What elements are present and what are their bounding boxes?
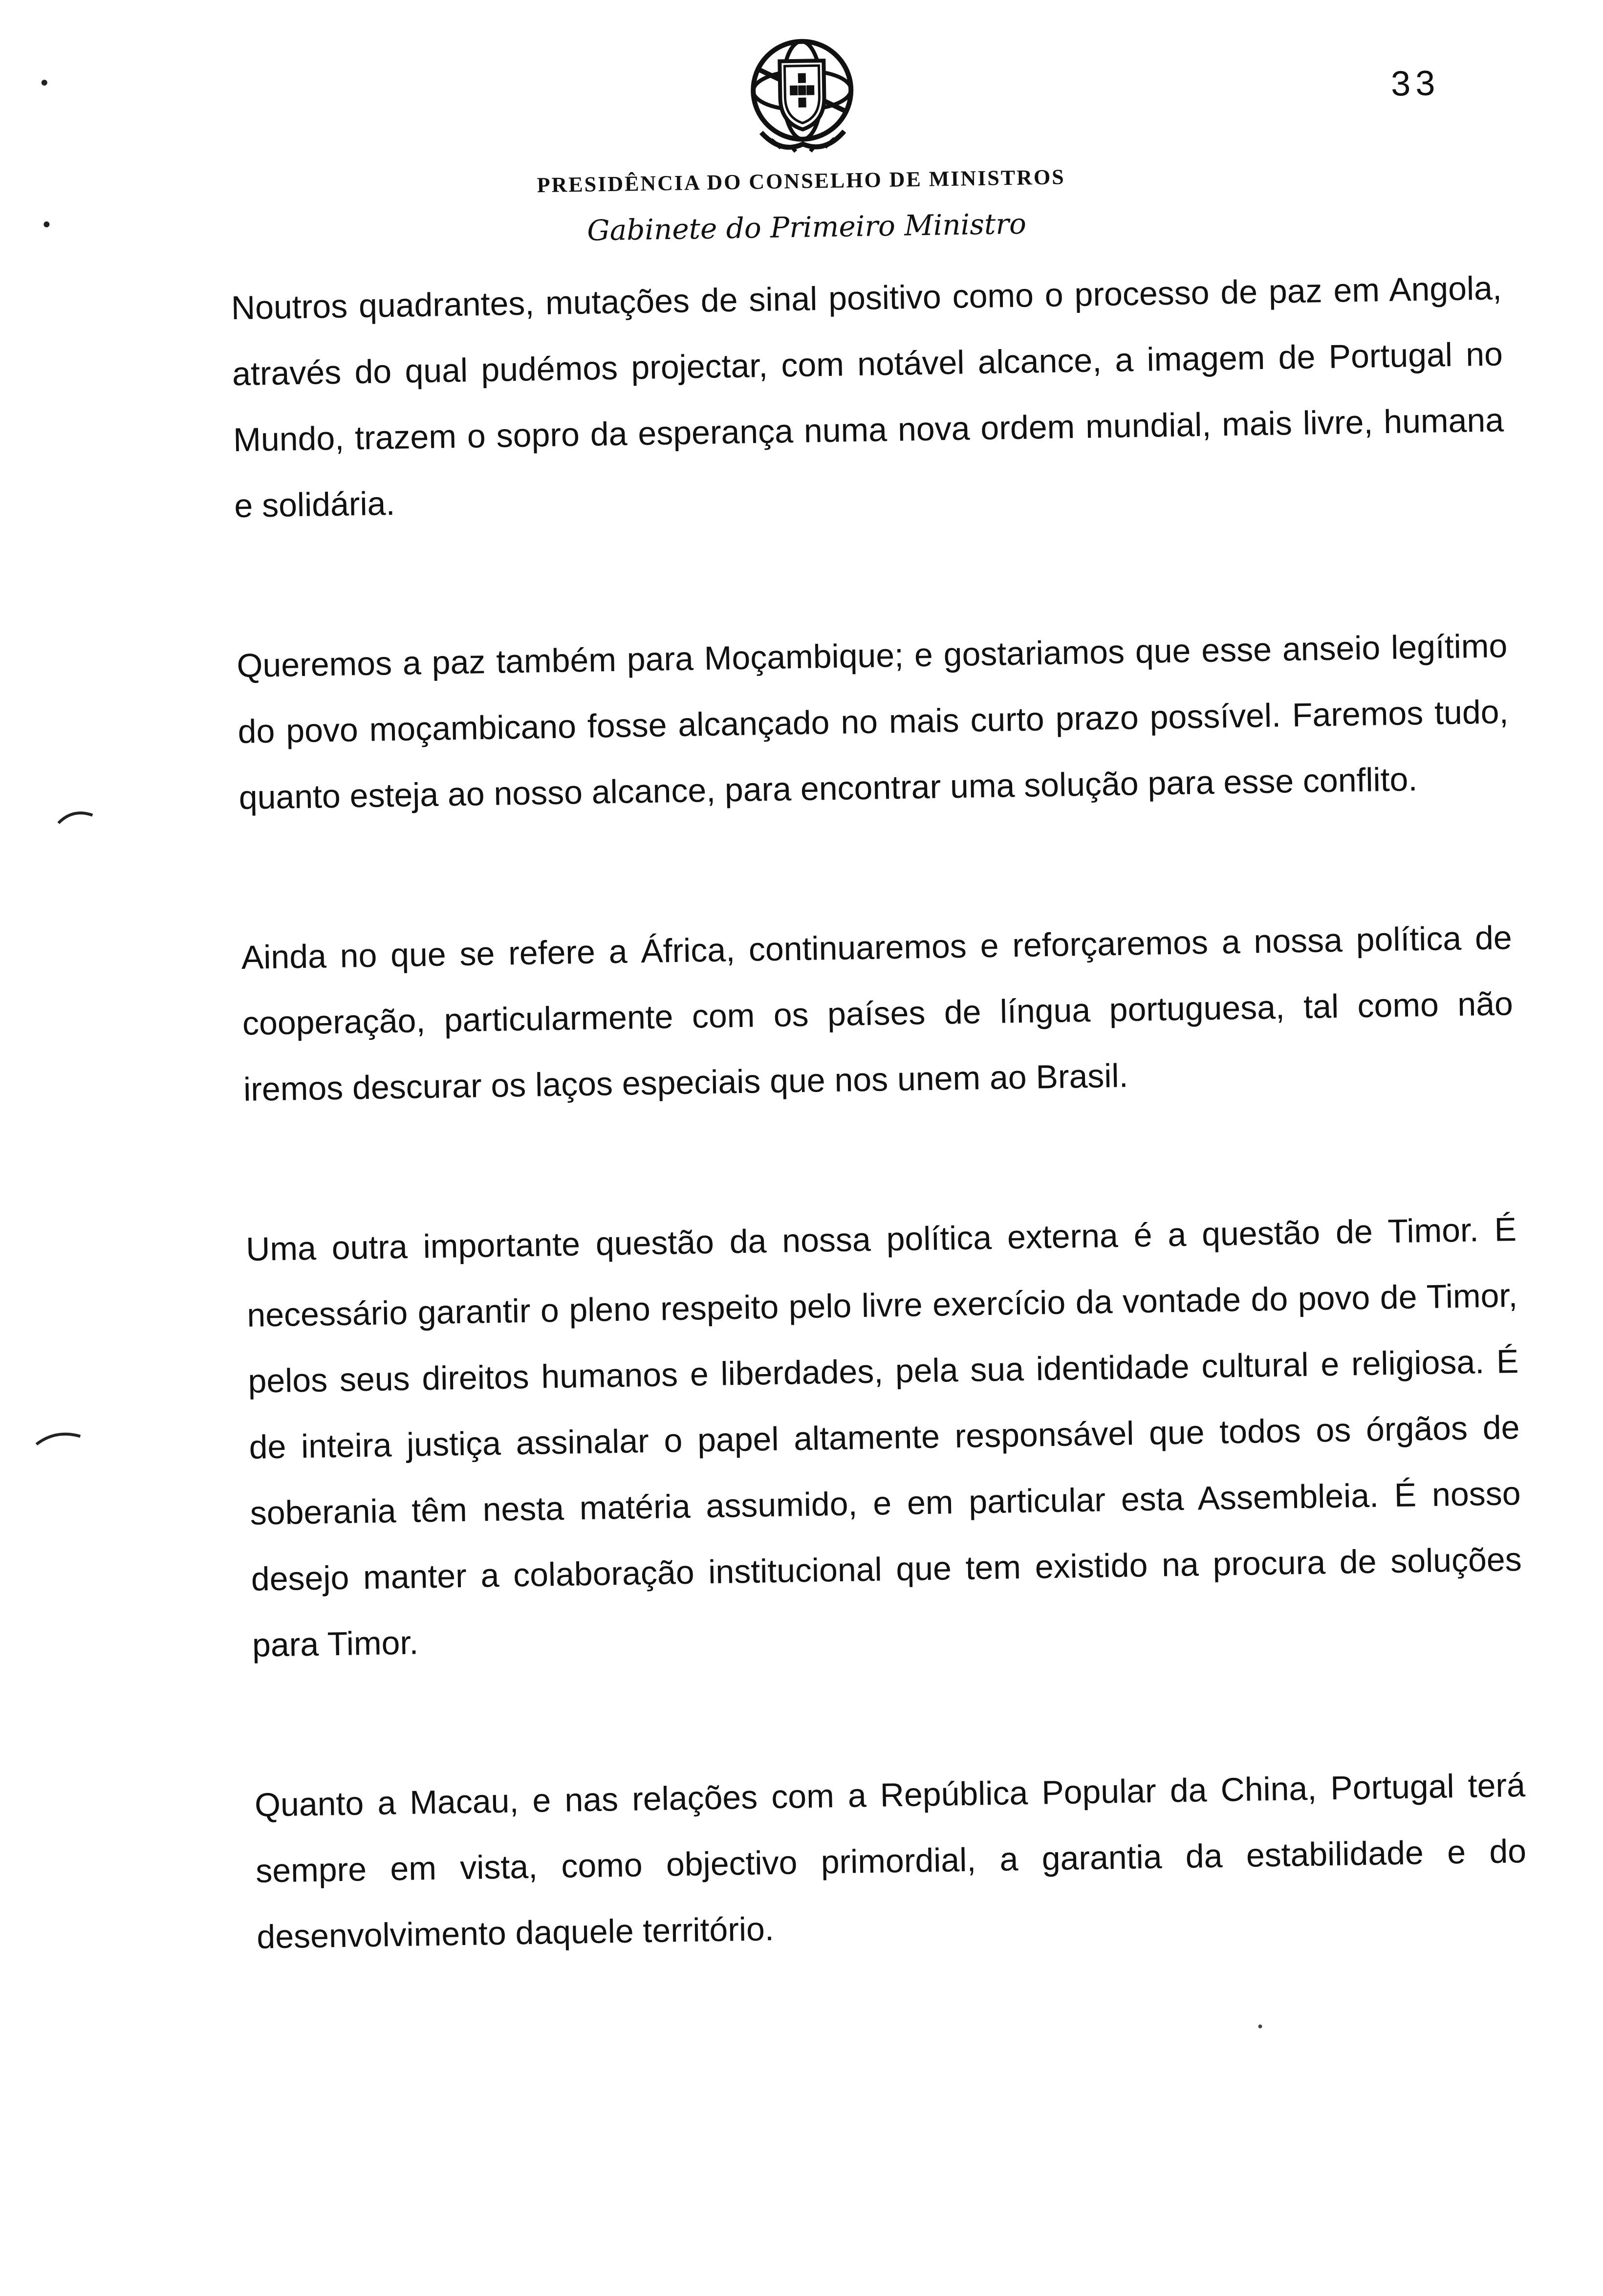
coat-of-arms-emblem bbox=[745, 33, 859, 157]
page-number: 33 bbox=[1390, 64, 1440, 104]
paragraph-macau: Quanto a Macau, e nas relações com a República Popular da China, Portugal terá sempre em vista, como objectivo primordial, a garantia da estabilidade e do desenvolvimento daquele território. bbox=[254, 1766, 1527, 1956]
scan-dot-mark bbox=[37, 75, 52, 90]
scan-dot-mark bbox=[1255, 2021, 1265, 2031]
paragraph-timor: Uma outra importante questão da nossa política externa é a questão de Timor. É necessário garantir o pleno respeito pelo livre exercício da vontade do povo de Timor, pelos seus direitos humanos e liberdades, pela sua identidade cultural e religiosa. É de inteira justiça assinalar o papel altamente responsável que todos os órgãos de soberania têm nesta matéria assumido, e em particular esta Assembleia. É nosso desejo manter a colaboração institucional que tem existido na procura de soluções para Timor. bbox=[245, 1211, 1522, 1664]
scan-hook-mark bbox=[31, 1424, 86, 1449]
office-script-signature bbox=[572, 192, 1042, 258]
document-body bbox=[231, 255, 1529, 2064]
scan-hook-mark bbox=[53, 803, 98, 828]
paragraph-mocambique: Queremos a paz também para Moçambique; e gostariamos que esse anseio legítimo do povo moçambicano fosse alcançado no mais curto prazo possível. Faremos tudo, quanto esteja ao nosso alcance, para encontrar uma solução para esse conflito. bbox=[236, 627, 1509, 816]
institution-header: PRESIDÊNCIA DO CONSELHO DE MINISTROS bbox=[537, 165, 1065, 197]
office-name: Gabinete do Primeiro Ministro bbox=[586, 207, 1027, 247]
paragraph-angola: Noutros quadrantes, mutações de sinal positivo como o processo de paz em Angola, através do qual pudémos projectar, com notável alcance, a imagem de Portugal no Mundo, trazem o sopro da esperança numa nova ordem mundial, mais livre, humana e solidária. bbox=[231, 269, 1504, 525]
scan-dot-mark bbox=[39, 217, 54, 232]
paragraph-africa: Ainda no que se refere a África, continuaremos e reforçaremos a nossa política de cooperação, particularmente com os países de língua portuguesa, tal como não iremos descurar os laços especiais que nos unem ao Brasil. bbox=[241, 919, 1514, 1108]
